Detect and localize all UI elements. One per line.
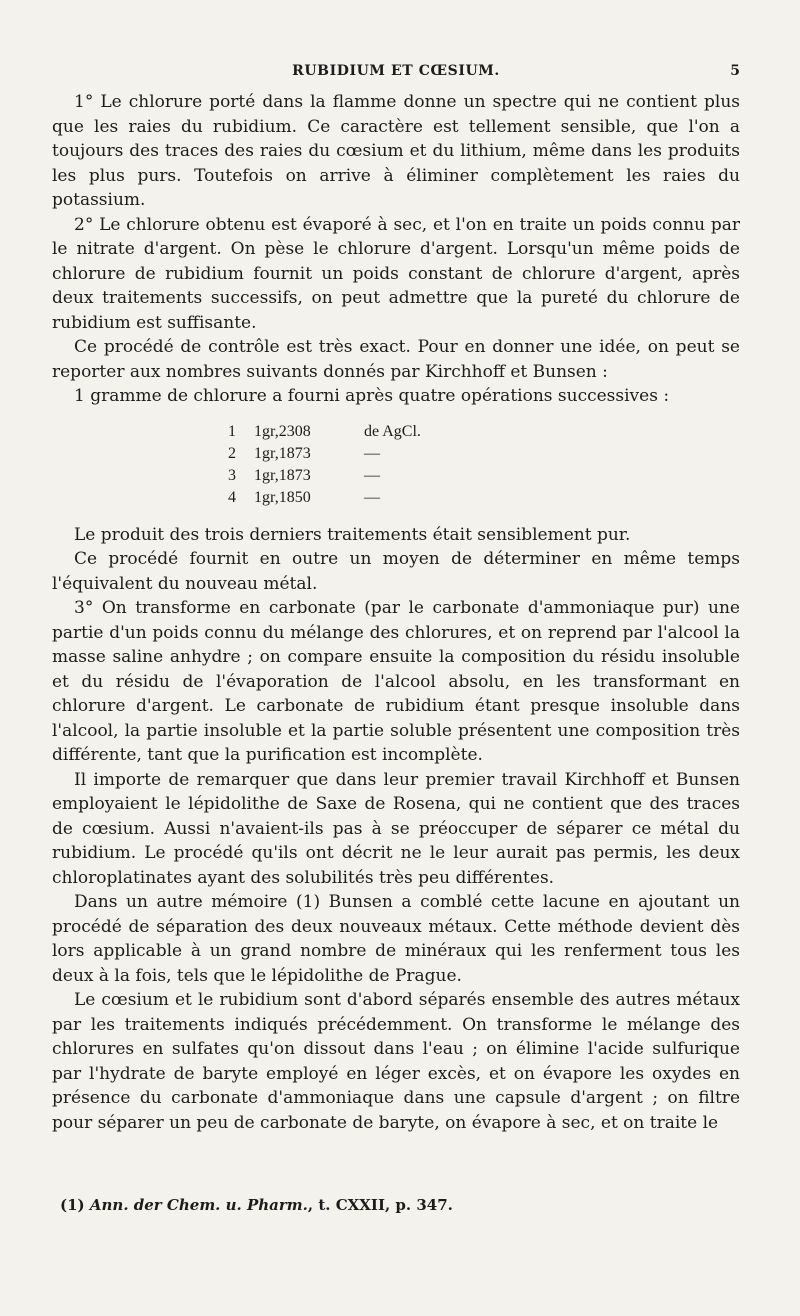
results-index: 2 [228,444,236,462]
results-row [228,465,740,487]
paragraph: 2° Le chlorure obtenu est évaporé à sec, et l'on en traite un poids connu par le nitrate d'argent. On pèse le chlorure d'argent. Lorsqu'un même poids de chlorure de rubidium fournit un poids constant de chlorure d'argent, après deux traitements successifs, on peut admettre que la pureté du chlorure de rubidium est suffisante. [52,214,740,333]
results-value: 1gr,1873 [254,444,311,462]
results-table [228,421,740,509]
results-unit: — [364,444,380,462]
paragraph: Le produit des trois derniers traitements était sensiblement pur. [74,524,631,545]
results-unit: de AgCl. [364,422,421,440]
results-value: 1gr,1873 [254,466,311,484]
results-row [228,421,740,443]
footnote [60,1196,453,1214]
paragraph: Ce procédé de contrôle est très exact. Pour en donner une idée, on peut se reporter aux nombres suivants donnés par Kirchhoff et Bunsen : [52,337,740,382]
page-header [52,63,740,83]
paragraph: Il importe de remarquer que dans leur premier travail Kirchhoff et Bunsen employaient le lépidolithe de Saxe de Rosena, qui ne contient que des traces de cœsium. Aussi n'avaient-ils pas à se préoccuper de séparer ce métal du rubidium. Le procédé qu'ils ont décrit ne le leur aurait pas permis, les deux chloroplatinates ayant des solubilités très peu différentes. [52,769,740,888]
results-value: 1gr,2308 [254,422,311,440]
running-title: RUBIDIUM ET CŒSIUM. [292,63,500,79]
results-unit: — [364,466,380,484]
results-index: 3 [228,466,236,484]
page-number: 5 [730,63,740,79]
footnote-source: Ann. der Chem. u. Pharm. [89,1196,308,1214]
results-index: 1 [228,422,236,440]
paragraph: 1 gramme de chlorure a fourni après quatre opérations successives : [74,386,670,406]
footnote-marker: (1) [60,1196,85,1214]
results-row [228,487,740,509]
footnote-reference: , t. CXXII, p. 347. [307,1196,453,1214]
paragraph: Dans un autre mémoire (1) Bunsen a comblé cette lacune en ajoutant un procédé de séparation des deux nouveaux métaux. Cette méthode devient dès lors applicable à un grand nombre de minéraux qui les renferment tous les deux à la fois, tels que le lépidolithe de Prague. [52,892,740,986]
body-text [52,90,740,1135]
paragraph: Le cœsium et le rubidium sont d'abord séparés ensemble des autres métaux par les traitements indiqués précédemment. On transforme le mélange des chlorures en sulfates qu'on dissout dans l'eau ; on élimine l'acide sulfurique par l'hydrate de baryte employé en léger excès, et on évapore les oxydes en présence du carbonate d'ammoniaque dans une capsule d'argent ; on filtre pour séparer un peu de carbonate de baryte, on évapore à sec, et on traite le [52,990,740,1133]
results-index: 4 [228,488,236,506]
paragraph: 3° On transforme en carbonate (par le carbonate d'ammoniaque pur) une partie d'un poids connu du mélange des chlorures, et on reprend par l'alcool la masse saline anhydre ; on compare ensuite la composition du résidu insoluble et du résidu de l'évaporation de l'alcool absolu, en les transformant en chlorure d'argent. Le carbonate de rubidium étant presque insoluble dans l'alcool, la partie insoluble et la partie soluble présentent une composition très différente, tant que la purification est incomplète. [52,598,740,765]
results-row [228,443,740,465]
paragraph: Ce procédé fournit en outre un moyen de déterminer en même temps l'équivalent du nouveau métal. [52,549,740,594]
paragraph: 1° Le chlorure porté dans la flamme donne un spectre qui ne contient plus que les raies du rubidium. Ce caractère est tellement sensible, que l'on a toujours des traces des raies du cœsium et du lithium, même dans les produits les plus purs. Toutefois on arrive à éliminer complètement les raies du potassium. [52,92,740,210]
results-value: 1gr,1850 [254,488,311,506]
results-unit: — [364,488,380,506]
